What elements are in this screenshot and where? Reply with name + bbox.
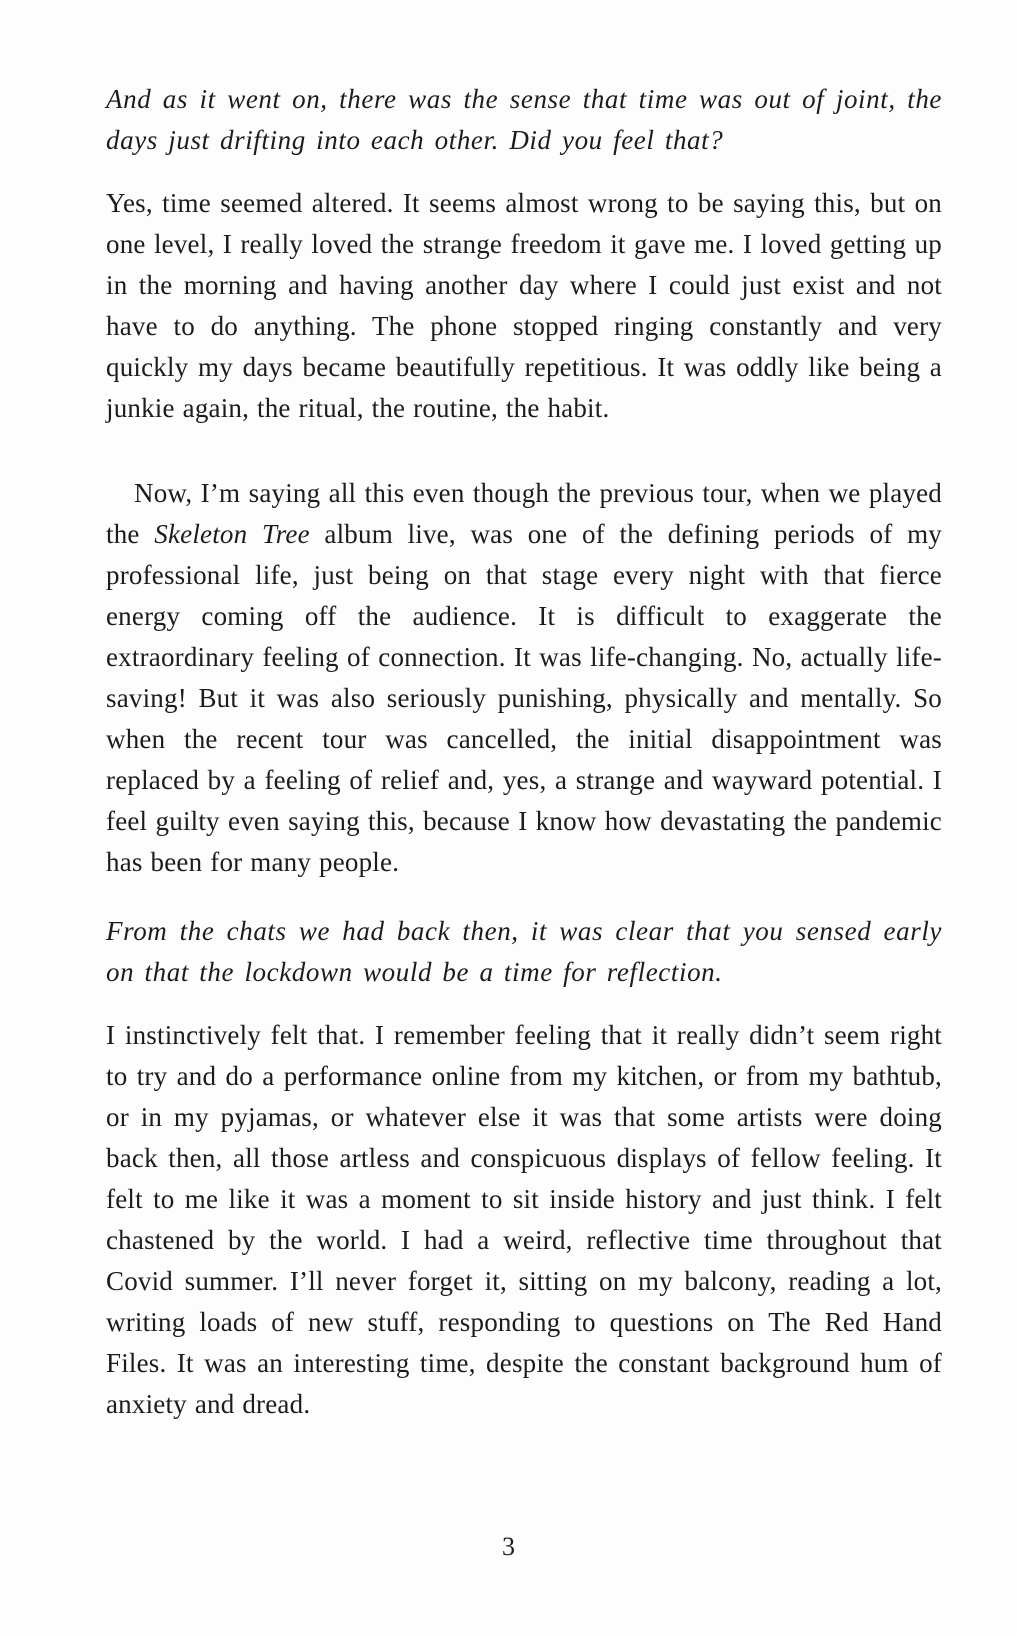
answer-2-text-before: Now, I’m saying all this even though the previous tour, when we played the: [106, 478, 942, 549]
album-title: Skeleton Tree: [154, 519, 310, 549]
interview-answer-3: I instinctively felt that. I remember feeling that it really didn’t seem right to try and do a performance online from my kitchen, or from my bathtub, or in my pyjamas, or whatever else it was that some artists were doing back then, all those artless and conspicuous displays of fellow feeling. It felt to me like it was a moment to sit inside history and just think. I felt chastened by the world. I had a weird, reflective time throughout that Covid summer. I’ll never forget it, sitting on my balcony, reading a lot, writing loads of new stuff, responding to questions on The Red Hand Files. It was an interesting time, despite the constant background hum of anxiety and dread.: [106, 1020, 942, 1419]
answer-2-text-after: album live, was one of the defining periods of my professional life, just being on that stage every night with that fierce energy coming off the audience. It is difficult to exaggerate the extraordinary feeling of connection. It was life-changing. No, actually life-saving! But it was also seriously punishing, physically and mentally. So when the recent tour was cancelled, the initial disappointment was replaced by a feeling of relief and, yes, a strange and wayward potential. I feel guilty even saying this, because I know how devastating the pandemic has been for many people.: [106, 519, 942, 877]
page-number: 3: [502, 1532, 515, 1561]
interview-question-2: From the chats we had back then, it was clear that you sensed early on that the lockdown would be a time for reflection.: [106, 916, 942, 987]
interview-answer-2: [106, 473, 942, 883]
interview-question-1: And as it went on, there was the sense that time was out of joint, the days just drifting into each other. Did you feel that?: [106, 84, 942, 155]
interview-answer-1: Yes, time seemed altered. It seems almost wrong to be saying this, but on one level, I really loved the strange freedom it gave me. I loved getting up in the morning and having another day where I could just exist and not have to do anything. The phone stopped ringing constantly and very quickly my days became beautifully repetitious. It was oddly like being a junkie again, the ritual, the routine, the habit.: [106, 188, 942, 423]
